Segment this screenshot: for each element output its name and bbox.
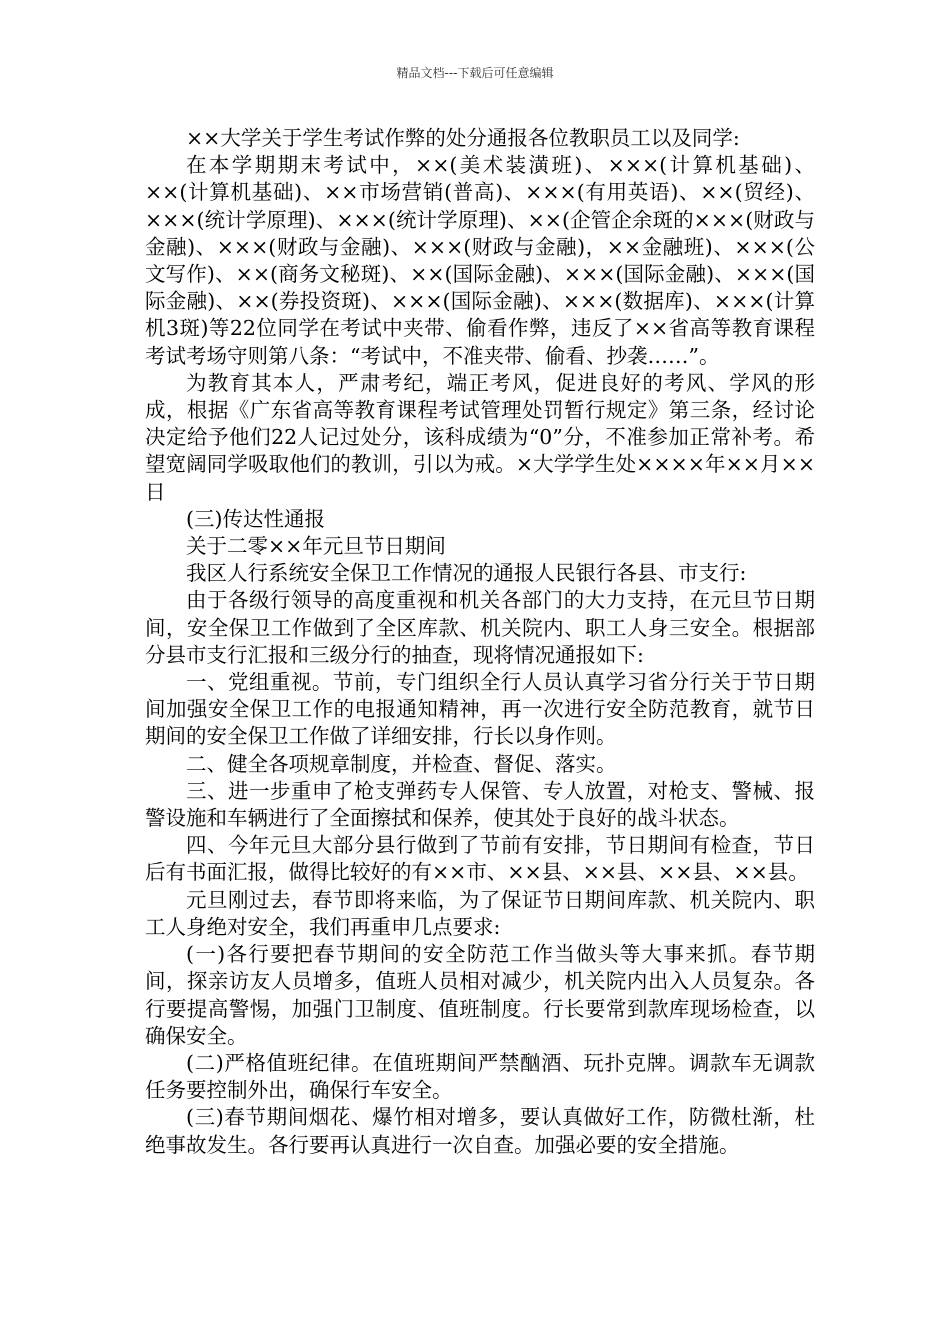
document-body (145, 125, 815, 1159)
paragraph: 三、进一步重申了枪支弹药专人保管、专人放置，对枪支、警械、报警设施和车辆进行了全面擦拭和保养，使其处于良好的战斗状态。 (145, 778, 815, 831)
paragraph: (二)严格值班纪律。在值班期间严禁酗酒、玩扑克牌。调款车无调款任务要控制外出，确保行车安全。 (145, 1050, 815, 1103)
paragraph-title: ××大学关于学生考试作弊的处分通报各位教职员工以及同学: (186, 126, 740, 150)
paragraph: 在本学期期末考试中，××(美术装潢班)、×××(计算机基础)、××(计算机基础)、××市场营销(普高)、×××(有用英语)、××(贸经)、×××(统计学原理)、×××(统计学原理)、××(企管企余斑的×××(财政与金融)、×××(财政与金融)、×××(财政与金融)，××金融班)、×××(公文写作)、××(商务文秘斑)、××(国际金融)、×××(国际金融)、×××(国际金融)、××(券投资斑)、×××(国际金融)、×××(数据库)、×××(计算机3斑)等22位同学在考试中夹带、偷看作弊，违反了××省高等教育课程考试考场守则第八条：“考试中，不准夹带、偷看、抄袭……”。 (145, 153, 815, 368)
paragraph: 我区人行系统安全保卫工作情况的通报人民银行各县、市支行: (186, 561, 747, 586)
section-subheading: 关于二零××年元旦节日期间 (186, 534, 446, 559)
paragraph: 由于各级行领导的高度重视和机关各部门的大力支持，在元旦节日期间，安全保卫工作做到了全区库款、机关院内、职工人身三安全。根据部分县市支行汇报和三级分行的抽查，现将情况通报如下: (145, 588, 815, 667)
page-header: 精品文档---下载后可任意编辑 (396, 66, 554, 80)
paragraph: 二、健全各项规章制度，并检查、督促、落实。 (186, 751, 617, 776)
section-heading: (三)传达性通报 (186, 506, 325, 531)
paragraph: 四、今年元旦大部分县行做到了节前有安排，节日期间有检查，节日后有书面汇报，做得比较好的有××市、××县、××县、××县、××县。 (145, 833, 815, 885)
paragraph: 一、党组重视。节前，专门组织全行人员认真学习省分行关于节日期间加强安全保卫工作的电报通知精神，再一次进行安全防范教育，就节日期间的安全保卫工作做了详细安排，行长以身作则。 (145, 670, 815, 749)
paragraph: (一)各行要把春节期间的安全防范工作当做头等大事来抓。春节期间，探亲访友人员增多，值班人员相对减少，机关院内出入人员复杂。各行要提高警惕，加强门卫制度、值班制度。行长要常到款库现场检查，以确保安全。 (145, 942, 815, 1048)
paragraph: 元旦刚过去，春节即将来临，为了保证节日期间库款、机关院内、职工人身绝对安全，我们再重申几点要求: (145, 887, 815, 939)
paragraph: 为教育其本人，严肃考纪，端正考风，促进良好的考风、学风的形成，根据《广东省高等教育课程考试管理处罚暂行规定》第三条，经讨论决定给予他们22人记过处分，该科成绩为“0”分，不准参加正常补考。希望宽阔同学吸取他们的教训，引以为戒。×大学学生处××××年××月××日 (145, 370, 815, 504)
paragraph: (三)春节期间烟花、爆竹相对增多，要认真做好工作，防微杜渐，杜绝事故发生。各行要再认真进行一次自查。加强必要的安全措施。 (145, 1105, 815, 1157)
